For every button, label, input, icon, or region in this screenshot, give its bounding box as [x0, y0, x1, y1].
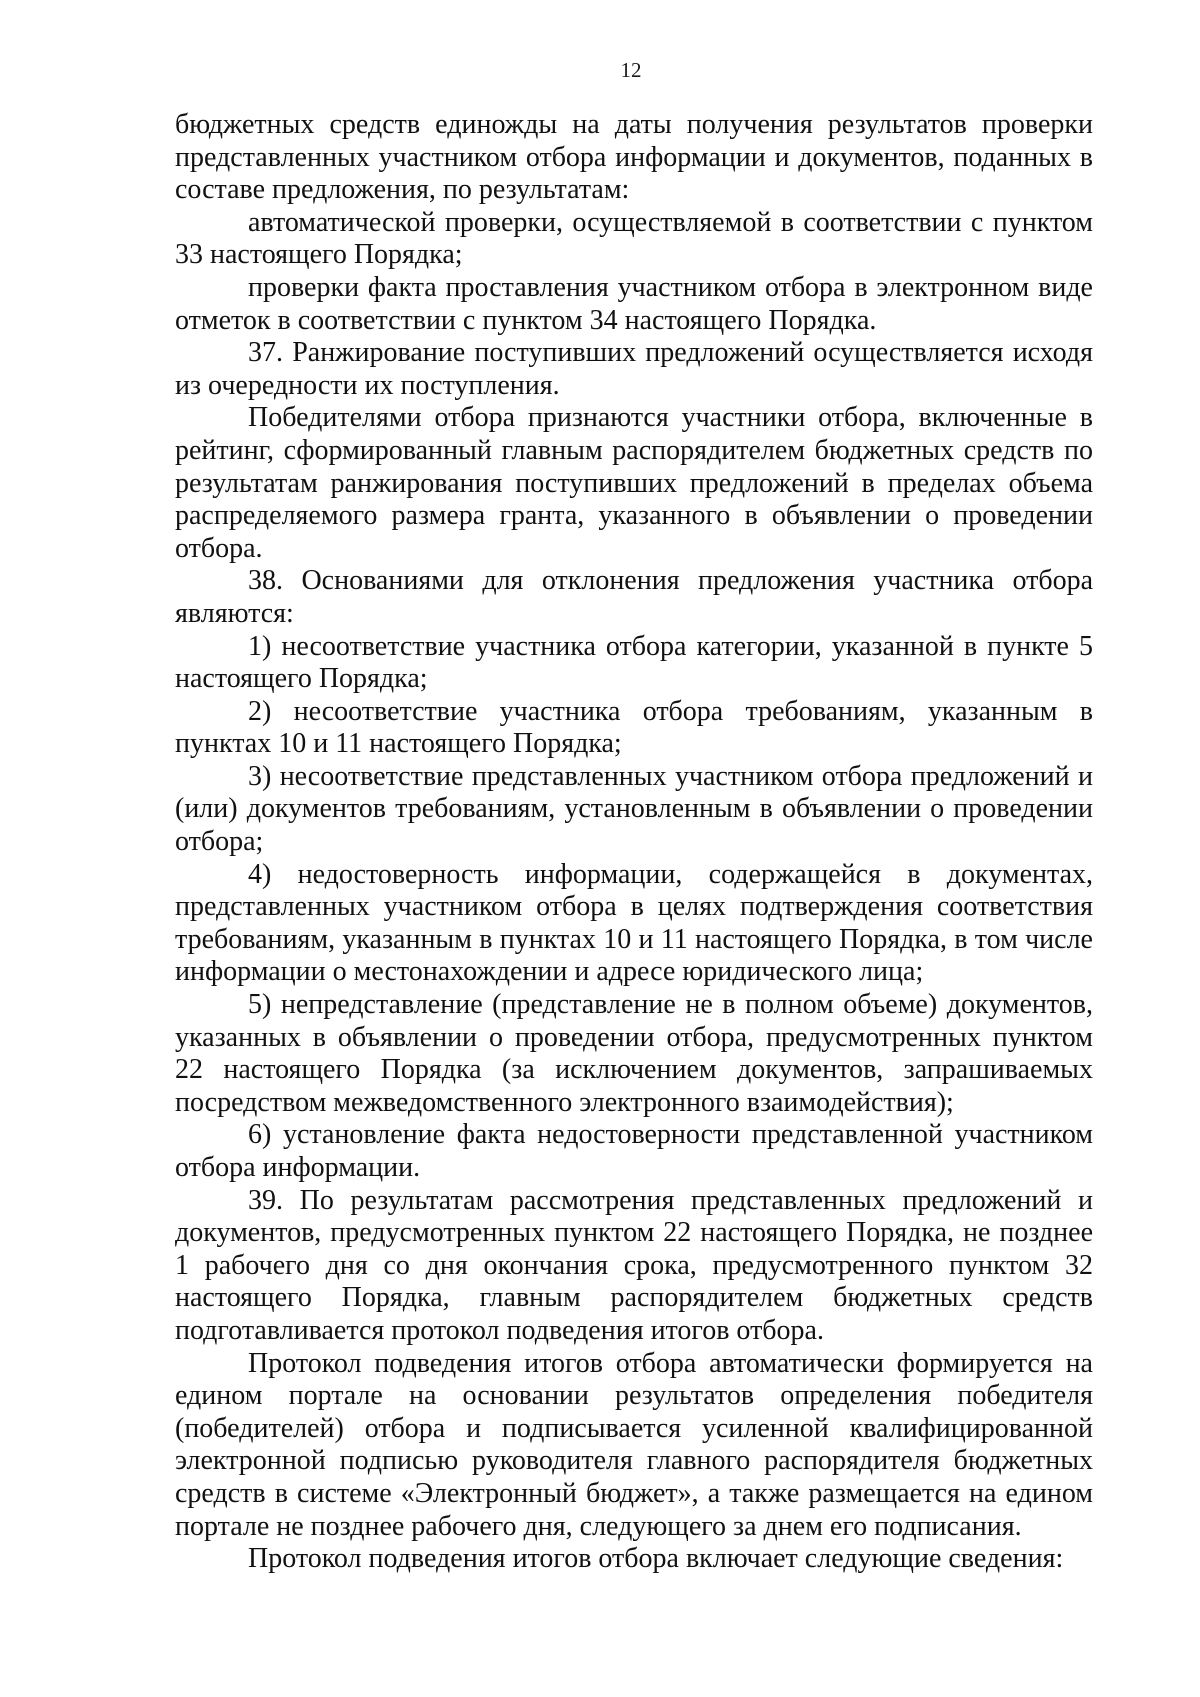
paragraph-protocol-formation: Протокол подведения итогов отбора автоматически формируется на едином портале на основании результатов определения победителя (победителей) отбора и подписывается усиленной квалифицированной электронной подписью руководителя главного распорядителя бюджетных средств в системе «Электронный бюджет», а также размещается на едином портале не позднее рабочего дня, следующего за днем его подписания. [175, 1347, 1093, 1542]
paragraph-winners: Победителями отбора признаются участники отбора, включенные в рейтинг, сформированный главным распорядителем бюджетных средств по результатам ранжирования поступивших предложений в пределах объема распределяемого размера гранта, указанного в объявлении о проведении отбора. [175, 402, 1093, 564]
paragraph-marks-check: проверки факта проставления участником отбора в электронном виде отметок в соответствии с пунктом 34 настоящего Порядка. [175, 271, 1093, 336]
document-body [175, 109, 1093, 1576]
list-item-3: 3) несоответствие представленных участником отбора предложений и (или) документов требованиям, установленным в объявлении о проведении отбора; [175, 760, 1093, 858]
paragraph-38-rejection-grounds: 38. Основаниями для отклонения предложения участника отбора являются: [175, 565, 1093, 629]
list-item-4: 4) недостоверность информации, содержащейся в документах, представленных участником отбора в целях подтверждения соответствия требованиям, указанным в пунктах 10 и 11 настоящего Порядка, в том числе информации о местонахождении и адресе юридического лица; [175, 858, 1093, 988]
paragraph-continuation: бюджетных средств единожды на даты получения результатов проверки представленных участником отбора информации и документов, поданных в составе предложения, по результатам: [175, 109, 1093, 206]
list-item-5: 5) непредставление (представление не в полном объеме) документов, указанных в объявлении о проведении отбора, предусмотренных пунктом 22 настоящего Порядка (за исключением документов, запрашиваемых посредством межведомственного электронного взаимодействия); [175, 989, 1093, 1118]
list-item-2: 2) несоответствие участника отбора требованиям, указанным в пунктах 10 и 11 настоящего Порядка; [175, 695, 1093, 760]
paragraph-protocol-contents: Протокол подведения итогов отбора включает следующие сведения: [248, 1543, 1064, 1575]
paragraph-39-protocol: 39. По результатам рассмотрения представленных предложений и документов, предусмотренных пунктом 22 настоящего Порядка, не позднее 1 рабочего дня со дня окончания срока, предусмотренного пунктом 32 настоящего Порядка, главным распорядителем бюджетных средств подготавливается протокол подведения итогов отбора. [175, 1184, 1093, 1346]
page-number: 12 [620, 58, 642, 82]
paragraph-automatic-check: автоматической проверки, осуществляемой в соответствии с пунктом 33 настоящего Порядка; [175, 206, 1093, 271]
list-item-1: 1) несоответствие участника отбора категории, указанной в пункте 5 настоящего Порядка; [175, 630, 1093, 695]
paragraph-37-ranking: 37. Ранжирование поступивших предложений осуществляется исходя из очередности их поступления. [175, 337, 1093, 401]
list-item-6: 6) установление факта недостоверности представленной участником отбора информации. [175, 1119, 1093, 1183]
